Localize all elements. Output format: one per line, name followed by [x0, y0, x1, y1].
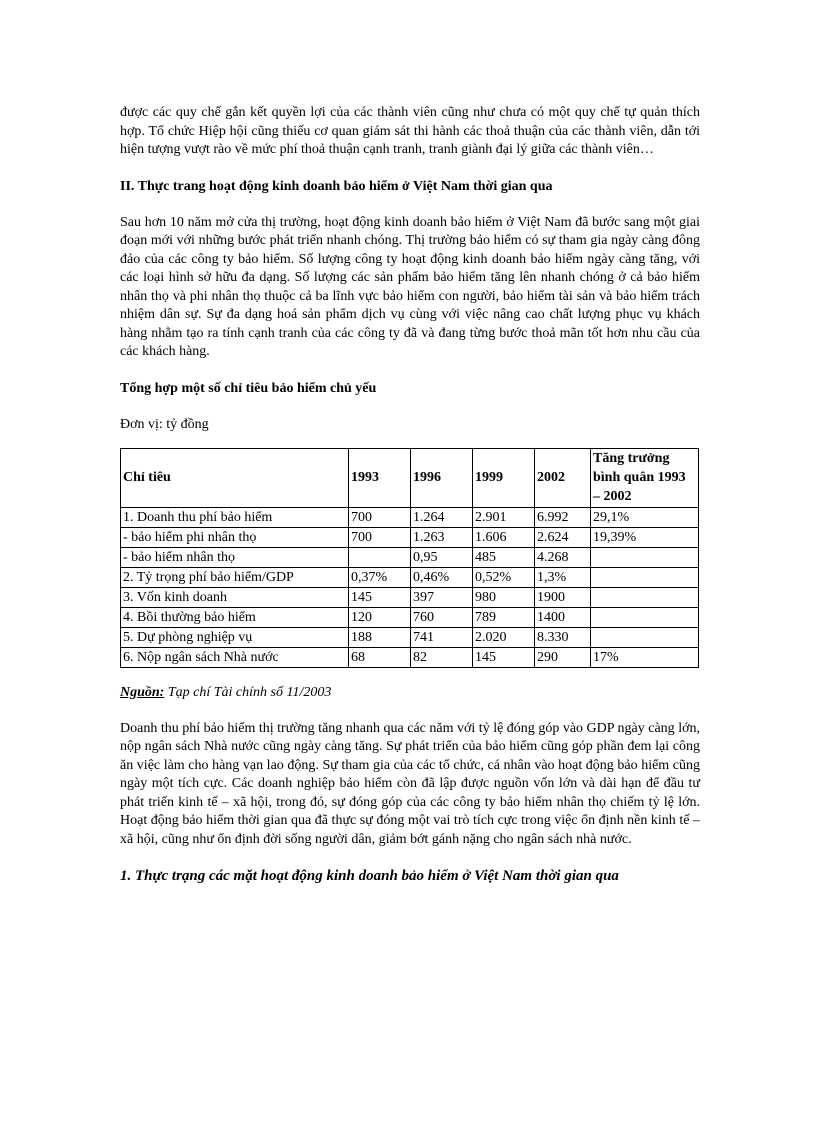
table-cell: 188 — [349, 627, 411, 647]
table-cell: 1. Doanh thu phí bảo hiểm — [121, 507, 349, 527]
table-header-row — [121, 448, 699, 507]
table-cell: 0,52% — [473, 567, 535, 587]
table-row — [121, 587, 699, 607]
table-cell — [349, 547, 411, 567]
table-cell: 29,1% — [591, 507, 699, 527]
table-cell: 145 — [473, 647, 535, 667]
subsection-heading: 1. Thực trạng các mặt hoạt động kinh doanh bảo hiểm ở Việt Nam thời gian qua — [120, 868, 619, 884]
table-cell: 19,39% — [591, 527, 699, 547]
table-cell: 2.624 — [535, 527, 591, 547]
table-cell: 0,95 — [411, 547, 473, 567]
section-body-paragraph: Sau hơn 10 năm mở cửa thị trường, hoạt động kinh doanh bảo hiểm ở Việt Nam đã bước sang một giai đoạn mới với những bước phát triển nhanh chóng. Thị trường bảo hiểm có sự tham gia ngày càng đông đảo của các công ty bảo hiểm. Số lượng công ty hoạt động kinh doanh bảo hiểm ngày càng tăng, với các loại hình sở hữu đa dạng. Số lượng các sản phẩm bảo hiểm tăng lên nhanh chóng ở cả bảo hiểm nhân thọ và phi nhân thọ thuộc cả ba lĩnh vực bảo hiểm con người, bảo hiểm tài sản và bảo hiểm trách nhiệm dân sự. Sự đa dạng hoá sản phẩm dịch vụ cùng với việc nâng cao chất lượng phục vụ khách hàng nhằm tạo ra tính cạnh tranh của các công ty đã và đang từng bước thoả mãn tốt hơn nhu cầu của các khách hàng. — [120, 214, 700, 359]
table-cell — [591, 567, 699, 587]
table-cell: 4.268 — [535, 547, 591, 567]
table-cell: 8.330 — [535, 627, 591, 647]
table-cell: 6. Nộp ngân sách Nhà nước — [121, 647, 349, 667]
table-row — [121, 647, 699, 667]
intro-paragraph: được các quy chế gắn kết quyền lợi của các thành viên cũng như chưa có một quy chế tự quản thích hợp. Tổ chức Hiệp hội cũng thiếu cơ quan giám sát thi hành các thoả thuận của các thành viên, dẫn tới hiện tượng vượt rào về mức phí thoả thuận cạnh tranh, tranh giành đại lý giữa các thành viên… — [120, 105, 700, 157]
table-cell: 789 — [473, 607, 535, 627]
table-cell: 1900 — [535, 587, 591, 607]
table-cell — [591, 627, 699, 647]
table-cell: 700 — [349, 507, 411, 527]
table-cell: 120 — [349, 607, 411, 627]
table-cell: 980 — [473, 587, 535, 607]
table-cell: 145 — [349, 587, 411, 607]
source-text: Tạp chí Tài chính số 11/2003 — [164, 684, 332, 700]
header-growth: Tăng trưởng bình quân 1993 – 2002 — [591, 448, 699, 507]
table-cell: 5. Dự phòng nghiệp vụ — [121, 627, 349, 647]
document-page — [120, 104, 700, 885]
table-cell: 82 — [411, 647, 473, 667]
source-citation — [120, 684, 700, 702]
table-cell: 1,3% — [535, 567, 591, 587]
section-heading: II. Thực trang hoạt động kinh doanh bảo hiểm ở Việt Nam thời gian qua — [120, 178, 553, 194]
analysis-paragraph: Doanh thu phí bảo hiểm thị trường tăng nhanh qua các năm với tỷ lệ đóng góp vào GDP ngày càng lớn, nộp ngân sách Nhà nước cũng ngày càng tăng. Sự phát triển của bảo hiểm cũng góp phần đem lại công ăn việc làm cho hàng vạn lao động. Sự tham gia của các tổ chức, cá nhân vào hoạt động bảo hiểm cũng ngày một tích cực. Các doanh nghiệp bảo hiểm còn đã lập được nguồn vốn lớn và dài hạn để đầu tư phát triển kinh tế – xã hội, trong đó, sự đóng góp của các công ty bảo hiểm nhân thọ chiếm tỷ lệ lớn. Hoạt động bảo hiểm thời gian qua đã thực sự đóng một vai trò tích cực trong việc ổn định nền kinh tế – xã hội, cũng như ổn định đời sống người dân, giảm bớt gánh nặng cho ngân sách nhà nước. — [120, 720, 700, 847]
table-cell — [591, 607, 699, 627]
table-row — [121, 527, 699, 547]
table-title: Tổng hợp một số chỉ tiêu bảo hiểm chủ yếu — [120, 380, 377, 396]
table-cell: 0,46% — [411, 567, 473, 587]
table-cell: - bảo hiểm nhân thọ — [121, 547, 349, 567]
table-cell: 1.264 — [411, 507, 473, 527]
source-label: Nguồn: — [120, 684, 165, 700]
table-cell: 397 — [411, 587, 473, 607]
table-cell: - bảo hiểm phi nhân thọ — [121, 527, 349, 547]
table-cell: 6.992 — [535, 507, 591, 527]
table-cell: 1.606 — [473, 527, 535, 547]
table-cell: 4. Bồi thường bảo hiểm — [121, 607, 349, 627]
header-indicator: Chỉ tiêu — [121, 448, 349, 507]
table-cell: 68 — [349, 647, 411, 667]
table-row — [121, 607, 699, 627]
table-cell: 485 — [473, 547, 535, 567]
table-cell — [591, 587, 699, 607]
table-cell: 0,37% — [349, 567, 411, 587]
table-cell: 2.901 — [473, 507, 535, 527]
table-cell — [591, 547, 699, 567]
table-cell: 290 — [535, 647, 591, 667]
table-row — [121, 567, 699, 587]
table-cell: 2. Tỷ trọng phí bảo hiểm/GDP — [121, 567, 349, 587]
table-cell: 1400 — [535, 607, 591, 627]
table-cell: 1.263 — [411, 527, 473, 547]
table-cell: 3. Vốn kinh doanh — [121, 587, 349, 607]
table-cell: 741 — [411, 627, 473, 647]
table-cell: 700 — [349, 527, 411, 547]
header-1996: 1996 — [411, 448, 473, 507]
table-row — [121, 627, 699, 647]
header-2002: 2002 — [535, 448, 591, 507]
table-cell: 2.020 — [473, 627, 535, 647]
table-cell: 17% — [591, 647, 699, 667]
header-1993: 1993 — [349, 448, 411, 507]
unit-label: Đơn vị: tỷ đồng — [120, 416, 209, 432]
table-cell: 760 — [411, 607, 473, 627]
insurance-indicators-table — [120, 448, 699, 668]
table-row — [121, 507, 699, 527]
table-row — [121, 547, 699, 567]
header-1999: 1999 — [473, 448, 535, 507]
